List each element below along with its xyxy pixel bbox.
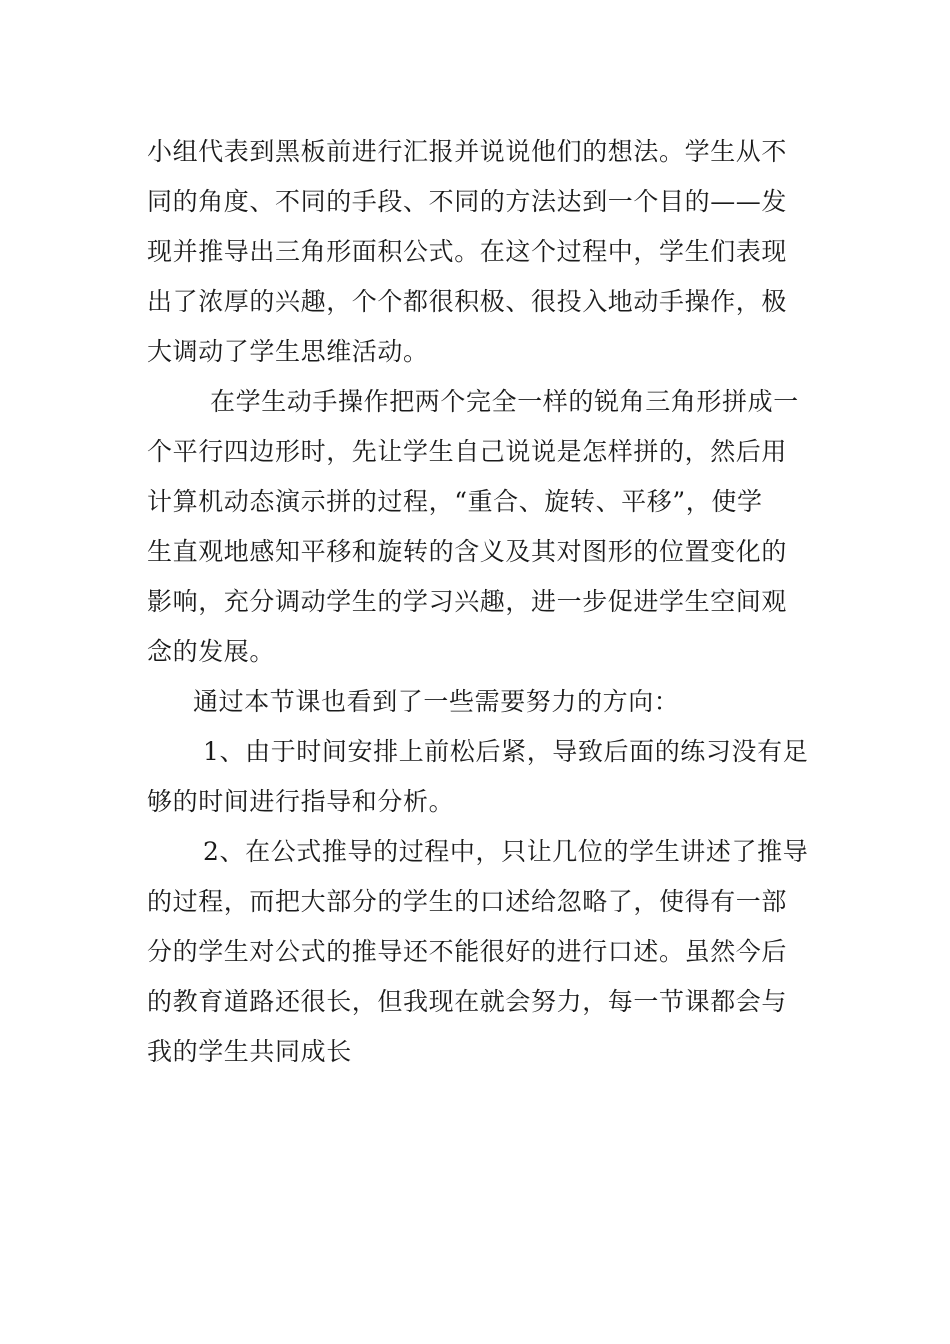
text-line: 通过本节课也看到了一些需要努力的方向： — [193, 687, 680, 716]
text-line: 计算机动态演示拼的过程，“重合、旋转、平移”，使学 — [147, 487, 763, 516]
text-line: 在学生动手操作把两个完全一样的锐角三角形拼成一 — [210, 387, 799, 416]
text-line: 我的学生共同成长 — [147, 1037, 352, 1066]
text-line: 同的角度、不同的手段、不同的方法达到一个目的——发 — [147, 187, 788, 216]
text-line: 2、在公式推导的过程中，只让几位的学生讲述了推导 — [203, 837, 809, 866]
text-line: 的教育道路还很长，但我现在就会努力，每一节课都会与 — [147, 987, 788, 1016]
text-line: 个平行四边形时，先让学生自己说说是怎样拼的，然后用 — [147, 437, 788, 466]
text-line: 大调动了学生思维活动。 — [147, 337, 429, 366]
text-line: 现并推导出三角形面积公式。在这个过程中，学生们表现 — [147, 237, 788, 266]
text-line: 生直观地感知平移和旋转的含义及其对图形的位置变化的 — [147, 537, 788, 566]
text-line: 影响，充分调动学生的学习兴趣，进一步促进学生空间观 — [147, 587, 788, 616]
text-line: 念的发展。 — [147, 637, 276, 666]
text-line: 1、由于时间安排上前松后紧，导致后面的练习没有足 — [203, 737, 809, 766]
text-line: 的过程，而把大部分的学生的口述给忽略了，使得有一部 — [147, 887, 788, 916]
text-line: 够的时间进行指导和分析。 — [147, 787, 455, 816]
text-line: 小组代表到黑板前进行汇报并说说他们的想法。学生从不 — [147, 137, 788, 166]
text-line: 分的学生对公式的推导还不能很好的进行口述。虽然今后 — [147, 937, 788, 966]
text-line: 出了浓厚的兴趣，个个都很积极、很投入地动手操作，极 — [147, 287, 788, 316]
